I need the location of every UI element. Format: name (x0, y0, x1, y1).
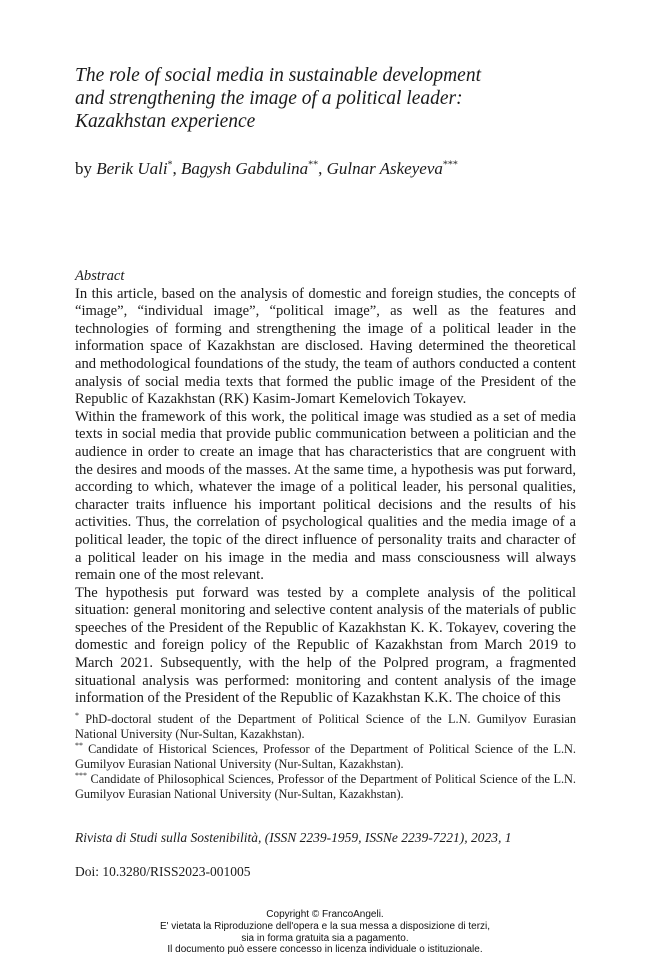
footnote (75, 772, 576, 802)
footnote (75, 712, 576, 742)
author-name: Berik Uali (96, 159, 168, 178)
article-title (75, 64, 575, 133)
footnote-text: PhD-doctoral student of the Department of Political Science of the L.N. Gumilyov Eurasian National University (Nur-Sultan, Kazakhstan). (75, 712, 576, 741)
footnote-mark: ** (75, 740, 83, 750)
author-name: Bagysh Gabdulina (181, 159, 309, 178)
author-footnote-mark[interactable]: * (167, 159, 173, 171)
abstract-paragraph: The hypothesis put forward was tested by a complete analysis of the political situation: general monitoring and selective content analysis of the materials of public speeches of the President of the Republic of Kazakhstan K. K. Tokayev, covering the domestic and foreign policy of the Republic of Kazakhstan from March 2019 to March 2021. Subsequently, with the help of the Polpred program, a fragmented situational analysis was performed: monitoring and content analysis of the image information of the President of the Republic of Kazakhstan K.K. The choice of this (75, 584, 576, 707)
author-footnote-mark[interactable]: ** (308, 159, 319, 171)
footnote-mark: * (75, 710, 79, 720)
author-name: Gulnar Askeyeva (326, 159, 443, 178)
copyright-line: E' vietata la Riproduzione dell'opera e la sua messa a disposizione di terzi, (159, 920, 491, 932)
footnote-text: Candidate of Philosophical Sciences, Professor of the Department of Political Science of the L.N. Gumilyov Eurasian National University (Nur-Sultan, Kazakhstan). (75, 772, 576, 801)
author-byline: by Berik Uali*, Bagysh Gabdulina**, Gulnar Askeyeva*** (75, 159, 458, 178)
abstract-paragraph: Within the framework of this work, the political image was studied as a set of media texts in social media that provide public communication between a politician and the audience in order to create an image that has characteristics that are congruent with the desires and moods of the masses. At the same time, a hypothesis was put forward, according to which, whatever the image of a political leader, his personal qualities, character traits influence his important political decisions and the results of his activities. Thus, the correlation of psychological qualities and the media image of a political leader, the topic of the direct influence of personality traits and character of a political leader on his image in the media and mass consciousness will always remain one of the most relevant. (75, 408, 576, 584)
copyright-line: Il documento può essere concesso in licenza individuale o istituzionale. (167, 944, 483, 956)
title-line: The role of social media in sustainable development (75, 65, 482, 86)
copyright-line: sia in forma gratuita sia a pagamento. (241, 932, 409, 944)
footnote-text: Candidate of Historical Sciences, Professor of the Department of Political Science of the L.N. Gumilyov Eurasian National University (Nur-Sultan, Kazakhstan). (75, 742, 576, 771)
abstract-paragraph: In this article, based on the analysis of domestic and foreign studies, the concepts of “image”, “individual image”, “political image”, as well as the features and technologies of forming and strengthening the image of a political leader in the information space of Kazakhstan are disclosed. Having determined the theoretical and methodological foundations of the study, the team of authors conducted a content analysis of social media texts that formed the public image of the President of the Republic of Kazakhstan (RK) Kasim-Jomart Kemelovich Tokayev. (75, 285, 576, 408)
byline-prefix: by (75, 159, 92, 178)
footnote-mark: *** (75, 770, 87, 780)
title-line: Kazakhstan experience (75, 111, 256, 132)
title-line: and strengthening the image of a political leader: (75, 88, 463, 109)
abstract-section (75, 268, 576, 708)
footnotes (75, 712, 576, 802)
abstract-heading: Abstract (75, 268, 125, 284)
doi-link[interactable]: Doi: 10.3280/RISS2023-001005 (75, 864, 251, 879)
footnote (75, 742, 576, 772)
copyright-line: Copyright © FrancoAngeli. (266, 909, 384, 920)
author-footnote-mark[interactable]: *** (442, 159, 458, 171)
journal-citation: Rivista di Studi sulla Sostenibilità, (ISSN 2239-1959, ISSNe 2239-7221), 2023, 1 (75, 830, 512, 845)
copyright-notice (0, 909, 650, 956)
